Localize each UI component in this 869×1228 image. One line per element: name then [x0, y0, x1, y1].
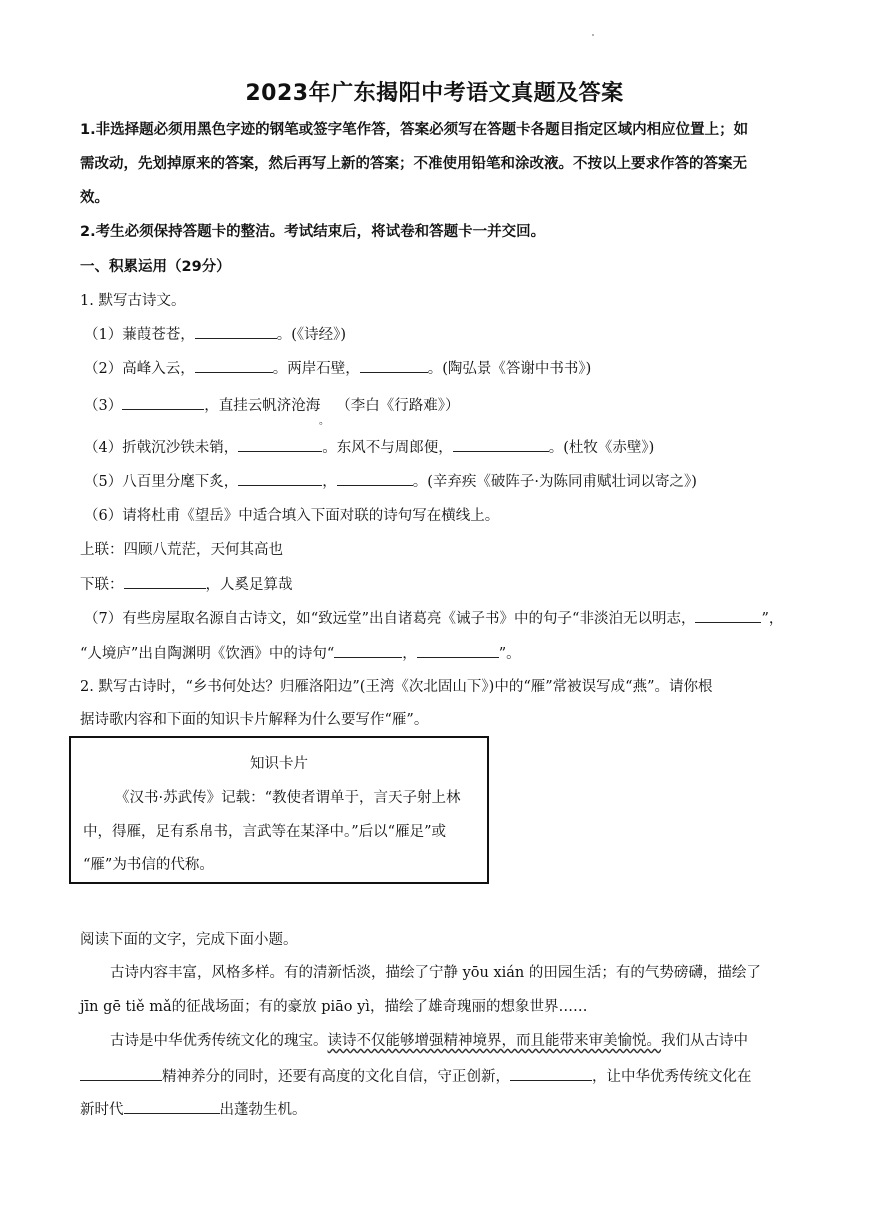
instruction-1-line-2: 需改动，先划掉原来的答案，然后再写上新的答案；不准使用铅笔和涂改液。不按以上要求作答的答案无	[80, 156, 747, 172]
answer-blank[interactable]	[417, 643, 499, 658]
instruction-2: 2.考生必须保持答题卡的整洁。考试结束后，将试卷和答题卡一并交回。	[80, 224, 546, 240]
question-2-line-2: 据诗歌内容和下面的知识卡片解释为什么要写作“雁”。	[80, 712, 429, 728]
reading-p2-line-1: 古诗是中华优秀传统文化的瑰宝。读诗不仅能够增强精神境界，而且能带来审美愉悦。我们从古诗中	[110, 1033, 748, 1049]
couplet-upper: 上联：四顾八荒茫，天何其高也	[80, 542, 283, 558]
reading-p2-line-2: 精神养分的同时，还要有高度的文化自信，守正创新， ，让中华优秀传统文化在	[80, 1066, 752, 1087]
q1-item-7-line-1: （7）有些房屋取名源自古诗文，如“致远堂”出自诸葛亮《诫子书》中的句子“非淡泊无以明志， ”，	[84, 608, 783, 629]
wavy-underlined-sentence: 读诗不仅能够增强精神境界，而且能带来审美愉悦。	[327, 1033, 661, 1049]
answer-blank[interactable]	[238, 437, 322, 452]
answer-blank[interactable]	[122, 395, 204, 410]
knowledge-card	[69, 736, 489, 884]
answer-blank[interactable]	[695, 608, 761, 623]
answer-blank[interactable]	[453, 437, 549, 452]
period-mark: 。	[319, 416, 329, 427]
answer-blank[interactable]	[124, 574, 206, 589]
q1-item-4: （4）折戟沉沙铁未销， 。东风不与周郎便， 。(杜牧《赤壁》)	[84, 437, 654, 458]
scan-dot	[592, 34, 594, 36]
q1-item-5: （5）八百里分麾下炙， ， 。(辛弃疾《破阵子·为陈同甫赋壮词以寄之》)	[84, 471, 697, 492]
q1-item-6: （6）请将杜甫《望岳》中适合填入下面对联的诗句写在横线上。	[84, 508, 500, 524]
card-title: 知识卡片	[250, 756, 308, 772]
q1-item-7-line-2: “人境庐”出自陶渊明《饮酒》中的诗句“ ， ”。	[80, 643, 521, 664]
answer-blank[interactable]	[195, 324, 277, 339]
answer-blank[interactable]	[334, 643, 402, 658]
answer-blank[interactable]	[195, 358, 273, 373]
instruction-1-line-1: 1.非选择题必须用黑色字迹的钢笔或签字笔作答，答案必须写在答题卡各题目指定区域内相应位置上；如	[80, 122, 749, 138]
section-heading: 一、积累运用（29分）	[80, 259, 231, 275]
card-line-2: 中，得雁，足有系帛书，言武等在某泽中。”后以“雁足”或	[83, 824, 446, 840]
q1-item-2: （2）高峰入云， 。两岸石壁， 。(陶弘景《答谢中书书》)	[84, 358, 591, 379]
card-line-1: 《汉书·苏武传》记载：“教使者谓单于，言天子射上林	[115, 790, 461, 806]
reading-intro: 阅读下面的文字，完成下面小题。	[80, 932, 298, 948]
answer-blank[interactable]	[80, 1066, 162, 1081]
couplet-lower: 下联： ，人奚足算哉	[80, 574, 293, 595]
reading-p1-line-2: jīn gē tiě mǎ的征战场面；有的豪放 piāo yì，描绘了雄奇瑰丽的想象世界……	[80, 999, 588, 1015]
card-line-3: “雁”为书信的代称。	[83, 857, 214, 873]
q1-item-1: （1）蒹葭苍苍， 。(《诗经》)	[84, 324, 346, 345]
answer-blank[interactable]	[337, 471, 413, 486]
page-title: 2023年广东揭阳中考语文真题及答案	[245, 81, 624, 106]
q1-item-3: （3） ，直挂云帆济沧海 （李白《行路难》）	[84, 395, 459, 416]
answer-blank[interactable]	[510, 1066, 592, 1081]
reading-p1-line-1: 古诗内容丰富，风格多样。有的清新恬淡，描绘了宁静 yōu xián 的田园生活；有的气势磅礴，描绘了	[110, 965, 761, 981]
question-1-heading: 1. 默写古诗文。	[80, 293, 186, 309]
answer-blank[interactable]	[360, 358, 428, 373]
question-2-line-1: 2. 默写古诗时，“乡书何处达？归雁洛阳边”(王湾《次北固山下》)中的“雁”常被误写成“燕”。请你根	[80, 679, 713, 695]
answer-blank[interactable]	[238, 471, 322, 486]
reading-p2-line-3: 新时代 出蓬勃生机。	[80, 1099, 307, 1120]
instruction-1-line-3: 效。	[80, 190, 109, 206]
answer-blank[interactable]	[124, 1099, 220, 1114]
